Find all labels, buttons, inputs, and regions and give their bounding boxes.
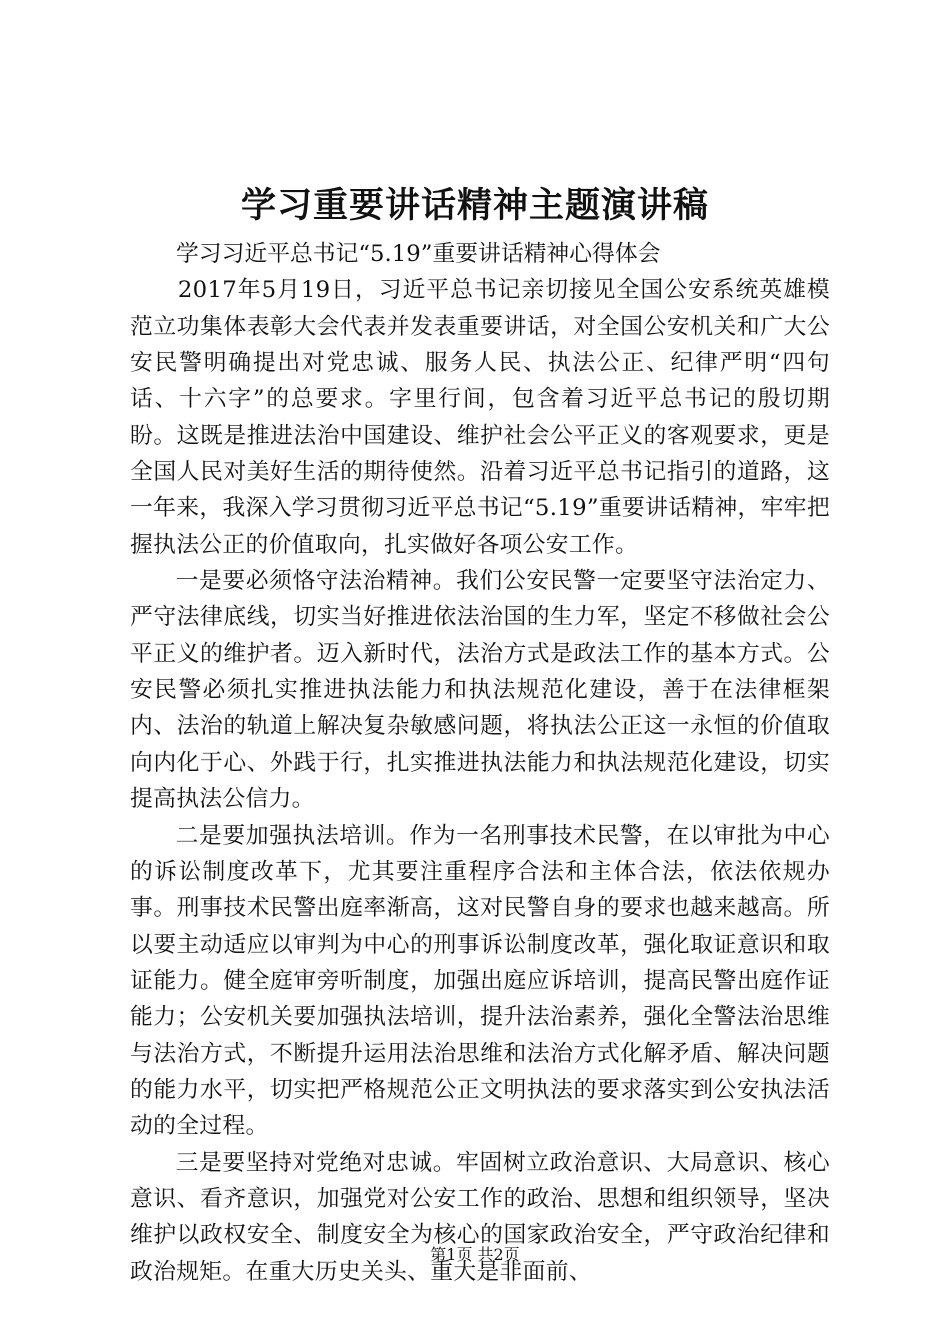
document-title: 学习重要讲话精神主题演讲稿	[240, 185, 709, 226]
document-body	[130, 236, 830, 1290]
body-paragraph-rule-of-law: 一是要必须恪守法治精神。我们公安民警一定要坚守法治定力、严守法律底线，切实当好推进依法治国的生力军，坚定不移做社会公平正义的维护者。迈入新时代，法治方式是政法工作的基本方式。公安民警必须扎实推进执法能力和执法规范化建设，善于在法律框架内、法治的轨道上解决复杂敏感问题，将执法公正这一永恒的价值取向内化于心、外践于行，扎实推进执法能力和执法规范化建设，切实提高执法公信力。	[130, 568, 830, 813]
document-subtitle: 学习习近平总书记“5.19”重要讲话精神心得体会	[176, 241, 661, 267]
body-paragraph-intro: 2017年5月19日，习近平总书记亲切接见全国公安系统英雄模范立功集体表彰大会代表并发表重要讲话，对全国公安机关和广大公安民警明确提出对党忠诚、服务人民、执法公正、纪律严明“四句话、十六字”的总要求。字里行间，包含着习近平总书记的殷切期盼。这既是推进法治中国建设、维护社会公平正义的客观要求，更是全国人民对美好生活的期待使然。沿着习近平总书记指引的道路，这一年来，我深入学习贯彻习近平总书记“5.19”重要讲话精神，牢牢把握执法公正的价值取向，扎实做好各项公安工作。	[130, 277, 830, 558]
page-number-footer: 第1页 共2页	[430, 1245, 520, 1264]
body-paragraph-loyalty: 三是要坚持对党绝对忠诚。牢固树立政治意识、大局意识、核心意识、看齐意识，加强党对公安工作的政治、思想和组织领导，坚决维护以政权安全、制度安全为核心的国家政治安全，严守政治纪律和政治规矩。在重大历史关头、重大是非面前、	[130, 1149, 830, 1285]
body-paragraph-training: 二是要加强执法培训。作为一名刑事技术民警，在以审批为中心的诉讼制度改革下，尤其要注重程序合法和主体合法，依法依规办事。刑事技术民警出庭率渐高，这对民警自身的要求也越来越高。所以要主动适应以审判为中心的刑事诉讼制度改革，强化取证意识和取证能力。健全庭审旁听制度，加强出庭应诉培训，提高民警出庭作证能力；公安机关要加强执法培训，提升法治素养，强化全警法治思维与法治方式，不断提升运用法治思维和法治方式化解矛盾、解决问题的能力水平，切实把严格规范公正文明执法的要求落实到公安执法活动的全过程。	[130, 822, 830, 1140]
